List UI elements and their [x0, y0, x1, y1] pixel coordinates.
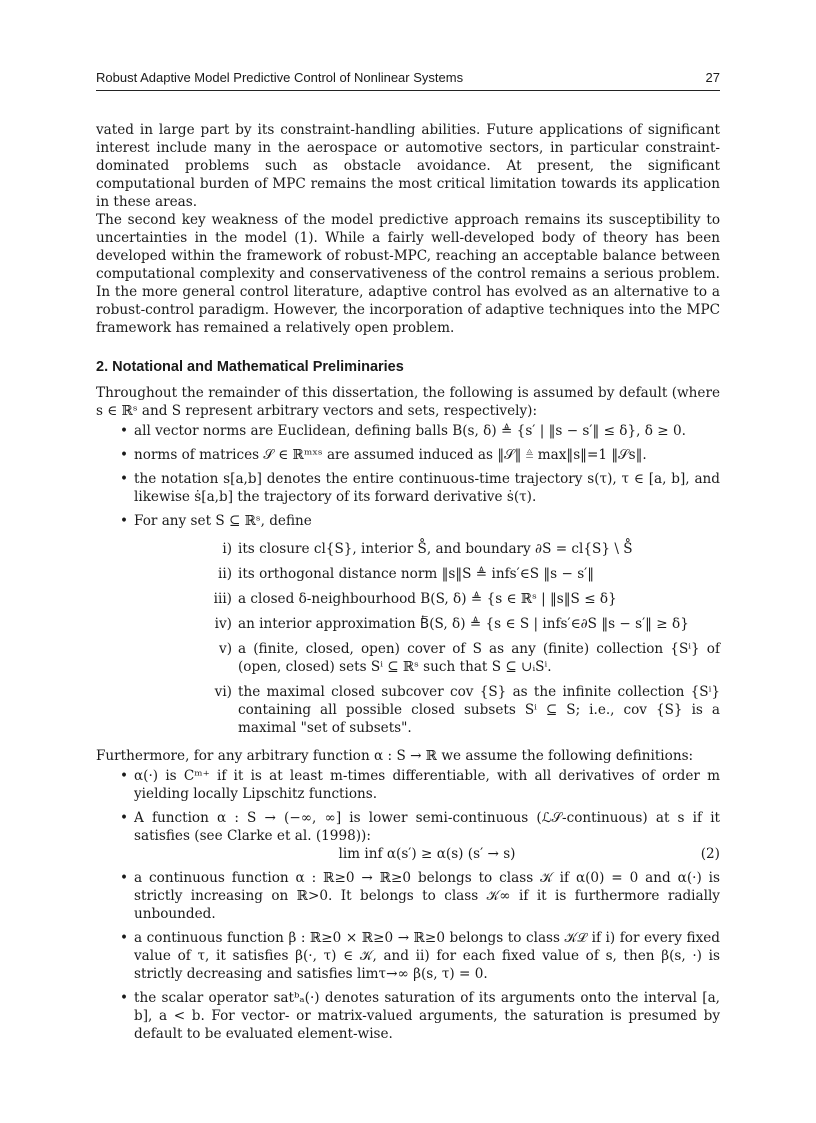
intro-paragraph-2: The second key weakness of the model predictive approach remains its susceptibility to uncertainties in the model (1). While a fairly well-developed body of theory has been developed within the framework of robust-MPC, reaching an acceptable balance between computational complexity and conservativeness of the control remains a serious problem. In the more general control literature, adaptive control has evolved as an alternative to a robust-control paradigm. However, the incorporation of adaptive techniques into the MPC framework has remained a relatively open problem.	[96, 212, 720, 336]
item-number: i)	[222, 541, 232, 557]
list-item: • the notation s[a,b] denotes the entire continuous-time trajectory s(τ), τ ∈ [a, b], and likewise ṡ[a,b] the trajectory of its forward derivative ṡ(τ).	[120, 470, 720, 506]
running-header	[96, 70, 720, 91]
item-number: v)	[219, 641, 232, 657]
section-intro: Throughout the remainder of this dissertation, the following is assumed by default (where s ∈ ℝˢ and S represent arbitrary vectors and sets, respectively):	[96, 385, 720, 419]
list-item: • α(·) is Cᵐ⁺ if it is at least m-times differentiable, with all derivatives of order m yielding locally Lipschitz functions.	[120, 767, 720, 803]
list-item	[204, 540, 720, 558]
list-item: • the scalar operator satᵇₐ(·) denotes saturation of its arguments onto the interval [a, b], a < b. For vector- or matrix-valued arguments, the saturation is presumed by default to be evaluated element-wise.	[120, 989, 720, 1043]
item-number: iv)	[214, 616, 232, 632]
item-text: an interior approximation B⃖(S, δ) ≜ {s ∈ S | infs′∈∂S ‖s − s′‖ ≥ δ}	[238, 616, 689, 632]
set-definitions-list	[96, 540, 720, 737]
list-item: • For any set S ⊆ ℝˢ, define	[120, 512, 720, 530]
list-item	[204, 565, 720, 583]
list-item: • a continuous function α : ℝ≥0 → ℝ≥0 belongs to class 𝒦 if α(0) = 0 and α(·) is strictly increasing on ℝ>0. It belongs to class 𝒦∞ if it is furthermore radially unbounded.	[120, 869, 720, 923]
assumption-list	[96, 422, 720, 530]
intro-paragraph-1: vated in large part by its constraint-handling abilities. Future applications of significant interest include many in the aerospace or automotive sectors, in particular constraint-dominated problems such as obstacle avoidance. At present, the significant computational burden of MPC remains the most critical limitation towards its application in these areas.	[96, 122, 720, 210]
item-text: its closure cl{S}, interior S̊, and boundary ∂S = cl{S} \ S̊	[238, 541, 633, 557]
item-number: vi)	[214, 684, 232, 700]
equation-body: lim inf α(s′) ≥ α(s) (s′ → s)	[338, 846, 516, 862]
body-text	[96, 121, 720, 1049]
function-definitions-list	[96, 767, 720, 1043]
list-item	[204, 615, 720, 633]
equation	[134, 845, 720, 863]
list-item	[204, 683, 720, 737]
item-text: the maximal closed subcover cov {S} as the infinite collection {Sⁱ} containing all possible closed subsets Sⁱ ⊆ S; i.e., cov {S} is a maximal "set of subsets".	[238, 684, 720, 736]
header-title: Robust Adaptive Model Predictive Control of Nonlinear Systems	[96, 70, 464, 85]
list-item: • all vector norms are Euclidean, defining balls B(s, δ) ≜ {s′ | ‖s − s′‖ ≤ δ}, δ ≥ 0.	[120, 422, 720, 440]
item-number: ii)	[218, 566, 232, 582]
list-item	[204, 590, 720, 608]
item-text: A function α : S → (−∞, ∞] is lower semi-continuous (ℒ𝒮-continuous) at s if it satisfies (see Clarke et al. (1998)):	[134, 810, 720, 844]
item-text: a (finite, closed, open) cover of S as any (finite) collection {Sⁱ} of (open, closed) sets Sⁱ ⊆ ℝˢ such that S ⊆ ∪ᵢSⁱ.	[238, 641, 720, 675]
further-intro: Furthermore, for any arbitrary function α : S → ℝ we assume the following definitions:	[96, 748, 694, 764]
item-text: a closed δ-neighbourhood B(S, δ) ≜ {s ∈ ℝˢ | ‖s‖S ≤ δ}	[238, 591, 617, 607]
page-number: 27	[705, 70, 720, 85]
list-item: • norms of matrices 𝒮 ∈ ℝᵐˣˢ are assumed induced as ‖𝒮‖ ≜ max‖s‖=1 ‖𝒮s‖.	[120, 446, 720, 464]
section-heading: 2. Notational and Mathematical Preliminaries	[96, 359, 404, 375]
item-text: its orthogonal distance norm ‖s‖S ≜ infs′∈S ‖s − s′‖	[238, 566, 595, 582]
list-item	[120, 809, 720, 863]
list-item: • a continuous function β : ℝ≥0 × ℝ≥0 → ℝ≥0 belongs to class 𝒦ℒ if i) for every fixed value of τ, it satisfies β(·, τ) ∈ 𝒦, and ii) for each fixed value of s, then β(s, ·) is strictly decreasing and satisfies limτ→∞ β(s, τ) = 0.	[120, 929, 720, 983]
equation-number: (2)	[700, 846, 720, 862]
list-item	[204, 640, 720, 676]
item-number: iii)	[213, 591, 232, 607]
